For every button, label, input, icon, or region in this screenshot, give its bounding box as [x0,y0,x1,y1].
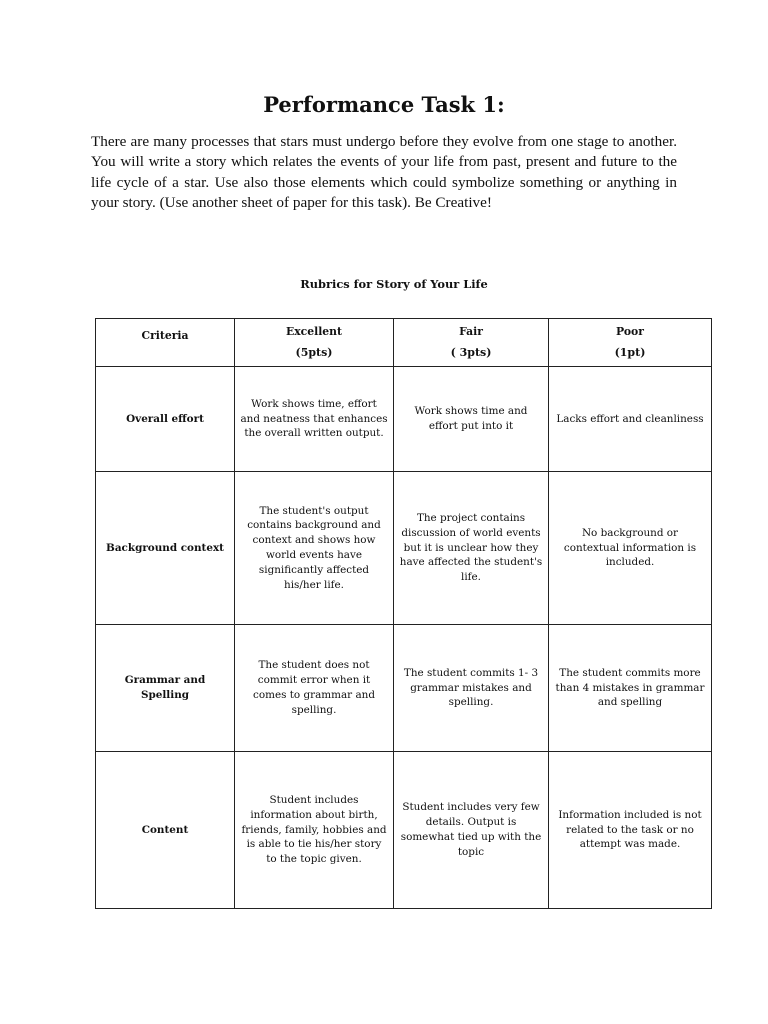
poor-cell: No background or contextual information is included. [549,472,712,625]
fair-cell: Work shows time and effort put into it [394,367,549,472]
header-fair-points: ( 3pts) [450,346,492,359]
criteria-cell: Overall effort [96,367,235,472]
poor-cell: The student commits more than 4 mistakes in grammar and spelling [549,625,712,752]
rubric-row-content [96,752,712,909]
header-poor-points: (1pt) [614,346,646,359]
header-poor-label: Poor [616,325,644,338]
rubric-table [95,318,712,909]
fair-cell: The student commits 1- 3 grammar mistakes and spelling. [394,625,549,752]
rubric-row-background-context [96,472,712,625]
excellent-cell: The student's output contains background and context and shows how world events have significantly affected his/her life. [235,472,394,625]
header-excellent-label: Excellent [285,325,343,338]
header-excellent [235,319,394,367]
rubric-row-overall-effort [96,367,712,472]
excellent-cell: The student does not commit error when it comes to grammar and spelling. [235,625,394,752]
header-fair [394,319,549,367]
page-title: Performance Task 1: [263,92,505,117]
poor-cell: Information included is not related to the task or no attempt was made. [549,752,712,909]
fair-cell: The project contains discussion of world events but it is unclear how they have affected the student's life. [394,472,549,625]
excellent-cell: Student includes information about birth, friends, family, hobbies and is able to tie his/her story to the topic given. [235,752,394,909]
rubric-header-row [96,319,712,367]
header-criteria [96,319,235,367]
header-fair-label: Fair [459,325,483,338]
header-criteria-label: Criteria [141,328,189,342]
poor-cell: Lacks effort and cleanliness [549,367,712,472]
criteria-cell: Content [96,752,235,909]
excellent-cell: Work shows time, effort and neatness that enhances the overall written output. [235,367,394,472]
fair-cell: Student includes very few details. Output is somewhat tied up with the topic [394,752,549,909]
header-poor [549,319,712,367]
rubric-row-grammar-spelling [96,625,712,752]
task-instructions: There are many processes that stars must undergo before they evolve from one stage to another. You will write a story which relates the events of your life from past, present and future to the life cycle of a star. Use also those elements which could symbolize something or anything in your story. (Use another sheet of paper for this task). Be Creative! [91,133,677,212]
criteria-cell: Background context [96,472,235,625]
rubric-title: Rubrics for Story of Your Life [300,277,488,291]
header-excellent-points: (5pts) [295,346,333,359]
criteria-cell: Grammar and Spelling [96,625,235,752]
